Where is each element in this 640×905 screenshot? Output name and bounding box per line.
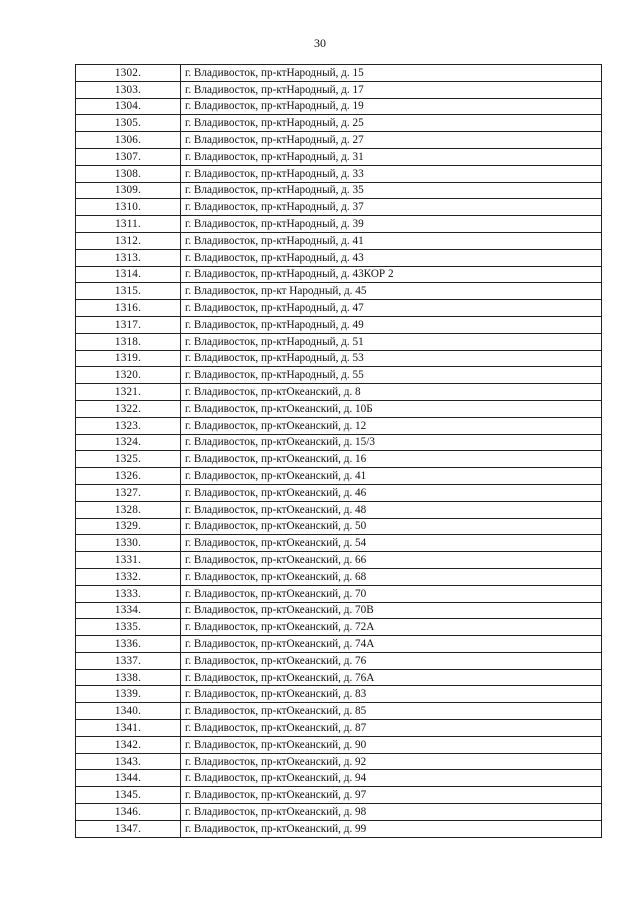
row-address: г. Владивосток, пр-ктОкеанский, д. 48 xyxy=(181,501,602,518)
row-number: 1304. xyxy=(76,98,181,115)
table-row xyxy=(76,434,602,451)
row-address: г. Владивосток, пр-ктОкеанский, д. 68 xyxy=(181,568,602,585)
table-row xyxy=(76,602,602,619)
row-number: 1329. xyxy=(76,518,181,535)
row-address: г. Владивосток, пр-ктНародный, д. 33 xyxy=(181,165,602,182)
address-table-body xyxy=(76,65,602,838)
table-row xyxy=(76,232,602,249)
row-address: г. Владивосток, пр-ктОкеанский, д. 90 xyxy=(181,736,602,753)
table-row xyxy=(76,81,602,98)
table-row xyxy=(76,468,602,485)
row-number: 1337. xyxy=(76,652,181,669)
row-address: г. Владивосток, пр-ктОкеанский, д. 41 xyxy=(181,468,602,485)
row-address: г. Владивосток, пр-ктОкеанский, д. 76 xyxy=(181,652,602,669)
row-number: 1332. xyxy=(76,568,181,585)
row-number: 1303. xyxy=(76,81,181,98)
table-row xyxy=(76,535,602,552)
table-row xyxy=(76,736,602,753)
row-address: г. Владивосток, пр-ктОкеанский, д. 8 xyxy=(181,384,602,401)
row-address: г. Владивосток, пр-ктНародный, д. 43КОР 2 xyxy=(181,266,602,283)
row-number: 1343. xyxy=(76,753,181,770)
row-address: г. Владивосток, пр-ктНародный, д. 25 xyxy=(181,115,602,132)
row-address: г. Владивосток, пр-ктОкеанский, д. 99 xyxy=(181,820,602,837)
row-address: г. Владивосток, пр-ктНародный, д. 47 xyxy=(181,300,602,317)
row-number: 1308. xyxy=(76,165,181,182)
row-number: 1318. xyxy=(76,333,181,350)
table-row xyxy=(76,703,602,720)
row-number: 1317. xyxy=(76,316,181,333)
row-address: г. Владивосток, пр-ктНародный, д. 41 xyxy=(181,232,602,249)
row-number: 1307. xyxy=(76,148,181,165)
row-number: 1306. xyxy=(76,132,181,149)
row-address: г. Владивосток, пр-ктОкеанский, д. 85 xyxy=(181,703,602,720)
row-number: 1339. xyxy=(76,686,181,703)
row-number: 1321. xyxy=(76,384,181,401)
row-address: г. Владивосток, пр-ктНародный, д. 27 xyxy=(181,132,602,149)
row-number: 1314. xyxy=(76,266,181,283)
row-address: г. Владивосток, пр-ктНародный, д. 51 xyxy=(181,333,602,350)
row-number: 1338. xyxy=(76,669,181,686)
row-number: 1330. xyxy=(76,535,181,552)
row-address: г. Владивосток, пр-ктОкеанский, д. 70В xyxy=(181,602,602,619)
row-address: г. Владивосток, пр-ктОкеанский, д. 72А xyxy=(181,619,602,636)
table-row xyxy=(76,316,602,333)
row-number: 1302. xyxy=(76,65,181,82)
row-number: 1324. xyxy=(76,434,181,451)
row-address: г. Владивосток, пр-ктНародный, д. 19 xyxy=(181,98,602,115)
row-number: 1327. xyxy=(76,484,181,501)
table-row xyxy=(76,199,602,216)
row-address: г. Владивосток, пр-ктНародный, д. 49 xyxy=(181,316,602,333)
row-number: 1335. xyxy=(76,619,181,636)
table-row xyxy=(76,686,602,703)
table-row xyxy=(76,132,602,149)
table-row xyxy=(76,501,602,518)
table-row xyxy=(76,619,602,636)
row-number: 1336. xyxy=(76,636,181,653)
row-number: 1322. xyxy=(76,400,181,417)
row-number: 1325. xyxy=(76,451,181,468)
row-address: г. Владивосток, пр-ктОкеанский, д. 98 xyxy=(181,804,602,821)
row-address: г. Владивосток, пр-ктОкеанский, д. 66 xyxy=(181,552,602,569)
row-number: 1316. xyxy=(76,300,181,317)
row-number: 1340. xyxy=(76,703,181,720)
table-row xyxy=(76,770,602,787)
page-number: 30 xyxy=(314,36,326,50)
table-row xyxy=(76,115,602,132)
row-number: 1320. xyxy=(76,367,181,384)
address-table xyxy=(75,64,602,838)
table-row xyxy=(76,753,602,770)
row-address: г. Владивосток, пр-ктНародный, д. 55 xyxy=(181,367,602,384)
table-row xyxy=(76,350,602,367)
table-row xyxy=(76,283,602,300)
row-address: г. Владивосток, пр-ктОкеанский, д. 97 xyxy=(181,787,602,804)
row-address: г. Владивосток, пр-ктНародный, д. 43 xyxy=(181,249,602,266)
row-number: 1347. xyxy=(76,820,181,837)
table-row xyxy=(76,787,602,804)
row-address: г. Владивосток, пр-ктОкеанский, д. 74А xyxy=(181,636,602,653)
row-number: 1319. xyxy=(76,350,181,367)
table-row xyxy=(76,249,602,266)
row-number: 1341. xyxy=(76,720,181,737)
row-number: 1333. xyxy=(76,585,181,602)
table-row xyxy=(76,518,602,535)
table-row xyxy=(76,400,602,417)
table-row xyxy=(76,148,602,165)
row-address: г. Владивосток, пр-ктОкеанский, д. 54 xyxy=(181,535,602,552)
table-row xyxy=(76,384,602,401)
row-number: 1309. xyxy=(76,182,181,199)
row-address: г. Владивосток, пр-ктНародный, д. 35 xyxy=(181,182,602,199)
row-number: 1315. xyxy=(76,283,181,300)
table-row xyxy=(76,820,602,837)
row-address: г. Владивосток, пр-кт Народный, д. 45 xyxy=(181,283,602,300)
row-address: г. Владивосток, пр-ктНародный, д. 17 xyxy=(181,81,602,98)
table-row xyxy=(76,652,602,669)
table-row xyxy=(76,804,602,821)
row-number: 1311. xyxy=(76,216,181,233)
row-address: г. Владивосток, пр-ктНародный, д. 15 xyxy=(181,65,602,82)
row-address: г. Владивосток, пр-ктОкеанский, д. 46 xyxy=(181,484,602,501)
table-row xyxy=(76,98,602,115)
row-number: 1331. xyxy=(76,552,181,569)
table-row xyxy=(76,451,602,468)
row-number: 1344. xyxy=(76,770,181,787)
table-row xyxy=(76,333,602,350)
row-address: г. Владивосток, пр-ктНародный, д. 31 xyxy=(181,148,602,165)
row-address: г. Владивосток, пр-ктОкеанский, д. 50 xyxy=(181,518,602,535)
row-address: г. Владивосток, пр-ктНародный, д. 39 xyxy=(181,216,602,233)
row-address: г. Владивосток, пр-ктОкеанский, д. 76А xyxy=(181,669,602,686)
table-row xyxy=(76,300,602,317)
row-number: 1346. xyxy=(76,804,181,821)
table-row xyxy=(76,484,602,501)
table-row xyxy=(76,720,602,737)
row-address: г. Владивосток, пр-ктОкеанский, д. 15/3 xyxy=(181,434,602,451)
row-number: 1310. xyxy=(76,199,181,216)
row-number: 1323. xyxy=(76,417,181,434)
row-number: 1305. xyxy=(76,115,181,132)
table-row xyxy=(76,585,602,602)
table-row xyxy=(76,568,602,585)
row-number: 1345. xyxy=(76,787,181,804)
table-row xyxy=(76,669,602,686)
row-number: 1334. xyxy=(76,602,181,619)
table-row xyxy=(76,182,602,199)
row-address: г. Владивосток, пр-ктОкеанский, д. 10Б xyxy=(181,400,602,417)
row-number: 1326. xyxy=(76,468,181,485)
table-row xyxy=(76,216,602,233)
table-row xyxy=(76,65,602,82)
table-row xyxy=(76,266,602,283)
table-row xyxy=(76,367,602,384)
table-row xyxy=(76,552,602,569)
row-number: 1312. xyxy=(76,232,181,249)
row-address: г. Владивосток, пр-ктОкеанский, д. 87 xyxy=(181,720,602,737)
row-number: 1313. xyxy=(76,249,181,266)
row-number: 1342. xyxy=(76,736,181,753)
row-address: г. Владивосток, пр-ктОкеанский, д. 94 xyxy=(181,770,602,787)
row-number: 1328. xyxy=(76,501,181,518)
table-row xyxy=(76,165,602,182)
table-row xyxy=(76,636,602,653)
row-address: г. Владивосток, пр-ктОкеанский, д. 83 xyxy=(181,686,602,703)
row-address: г. Владивосток, пр-ктОкеанский, д. 12 xyxy=(181,417,602,434)
row-address: г. Владивосток, пр-ктОкеанский, д. 16 xyxy=(181,451,602,468)
row-address: г. Владивосток, пр-ктОкеанский, д. 70 xyxy=(181,585,602,602)
row-address: г. Владивосток, пр-ктНародный, д. 37 xyxy=(181,199,602,216)
table-row xyxy=(76,417,602,434)
row-address: г. Владивосток, пр-ктОкеанский, д. 92 xyxy=(181,753,602,770)
row-address: г. Владивосток, пр-ктНародный, д. 53 xyxy=(181,350,602,367)
